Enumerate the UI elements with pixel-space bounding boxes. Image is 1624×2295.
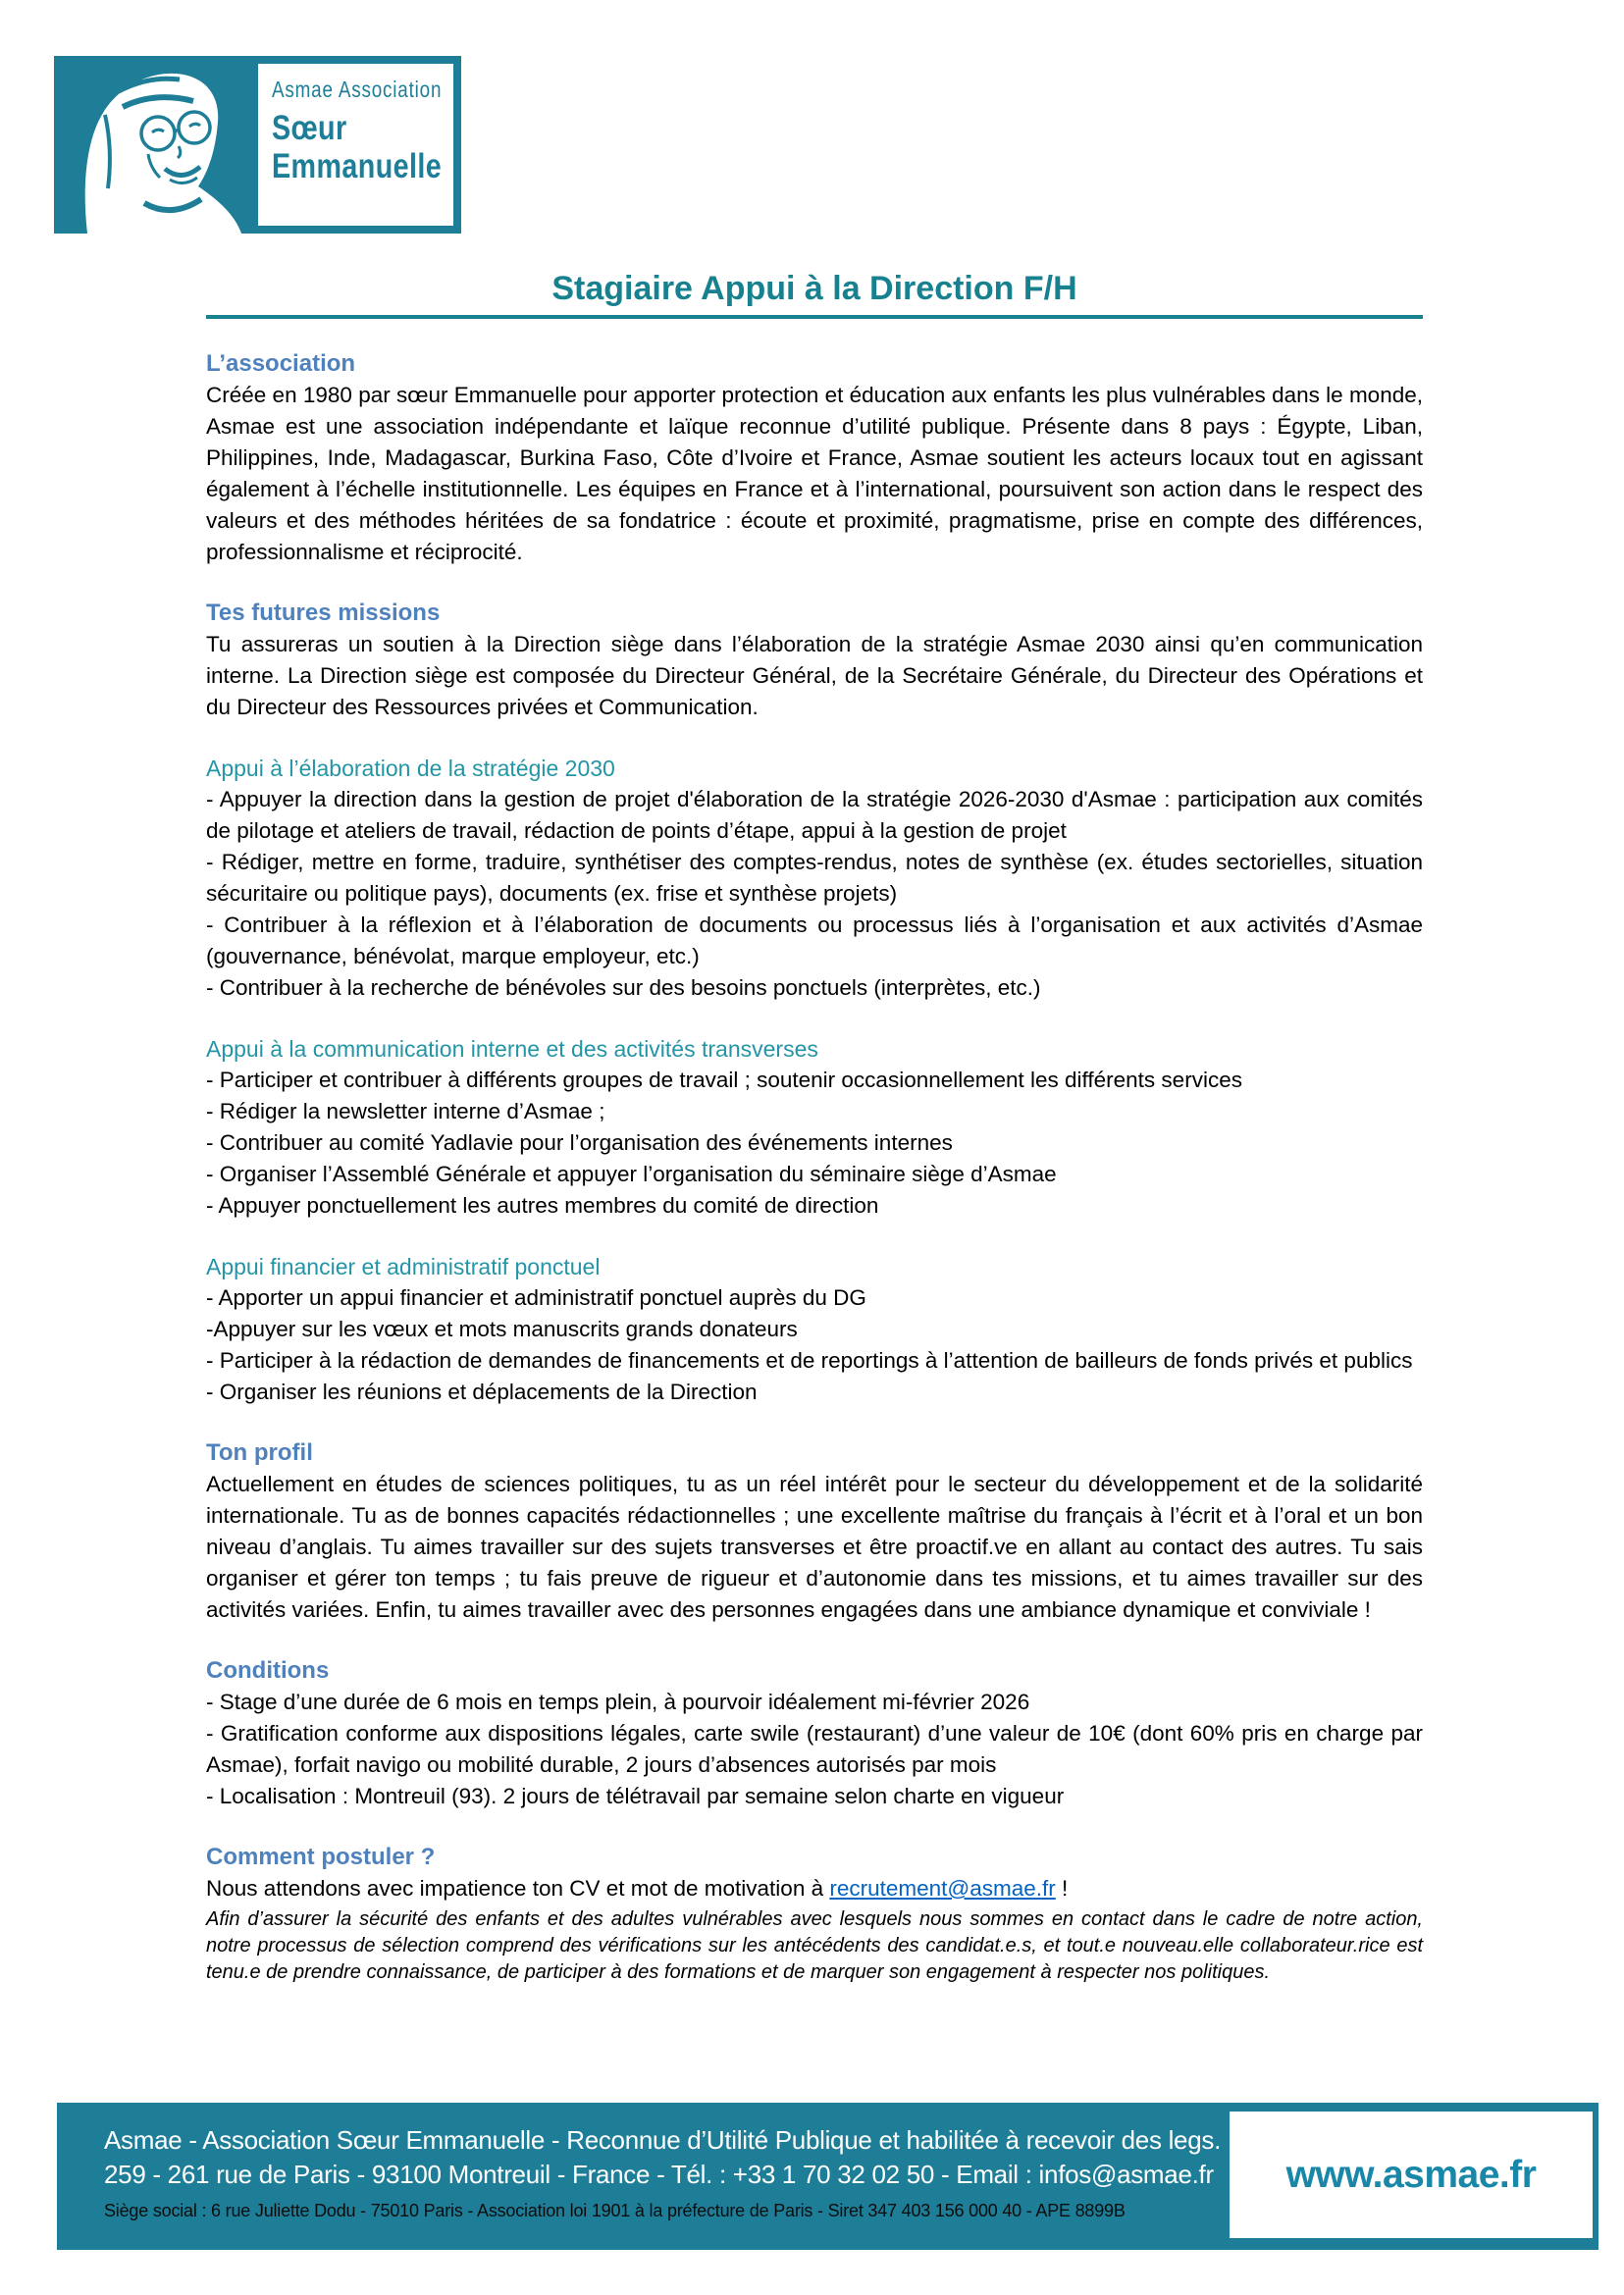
- bullet-line: - Contribuer à la recherche de bénévoles sur des besoins ponctuels (interprètes, etc.): [206, 975, 1041, 1000]
- section-heading-communication: Appui à la communication interne et des activités transverses: [206, 1036, 818, 1062]
- section-heading-strategie: Appui à l’élaboration de la stratégie 2030: [206, 756, 615, 781]
- logo-emmanuelle: Emmanuelle: [272, 147, 443, 185]
- bullet-line: - Participer à la rédaction de demandes de financements et de reportings à l’attention de bailleurs de fonds privés et publics: [206, 1348, 1413, 1373]
- document-content: [206, 267, 1423, 1986]
- apply-line-after: !: [1055, 1876, 1069, 1901]
- apply-line: [206, 1873, 1423, 1904]
- paragraph: Tu assureras un soutien à la Direction siège dans l’élaboration de la stratégie Asmae 2030 ainsi qu’en communication interne. La Direction siège est composée du Directeur Général, de la Secrétaire Générale, du Directeur des Opérations et du Directeur des Ressources privées et Communication.: [206, 632, 1423, 719]
- paragraph: Créée en 1980 par sœur Emmanuelle pour apporter protection et éducation aux enfants les plus vulnérables dans le monde, Asmae est une association indépendante et laïque reconnue d’utilité publique. Présente dans 8 pays : Égypte, Liban, Philippines, Inde, Madagascar, Burkina Faso, Côte d’Ivoire et France, Asmae soutient les acteurs locaux tout en agissant également à l’échelle institutionnelle. Les équipes en France et à l’international, poursuivent son action dans le respect des valeurs et des méthodes héritées de sa fondatrice : écoute et proximité, pragmatisme, prise en compte des différences, professionnalisme et réciprocité.: [206, 383, 1423, 564]
- bullet-line: - Gratification conforme aux dispositions légales, carte swile (restaurant) d’une valeur de 10€ (dont 60% pris en charge par Asmae), forfait navigo ou mobilité durable, 2 jours d’absences autorisés par mois: [206, 1721, 1423, 1777]
- title-rule: [206, 315, 1423, 319]
- section-heading-association: L’association: [206, 350, 356, 377]
- footer-line-2: 259 - 261 rue de Paris - 93100 Montreuil - France - Tél. : +33 1 70 32 02 50 - Email : infos@asmae.fr: [104, 2160, 1214, 2189]
- footer-website: www.asmae.fr: [1285, 2153, 1537, 2196]
- section-profil: [206, 1437, 1423, 1626]
- asmae-logo: [54, 56, 461, 234]
- bullet-line: - Contribuer à la réflexion et à l’élaboration de documents ou processus liés à l’organisation et aux activités d’Asmae (gouvernance, bénévolat, marque employeur, etc.): [206, 913, 1423, 968]
- bullet-line: -Appuyer sur les vœux et mots manuscrits grands donateurs: [206, 1317, 798, 1341]
- bullet-line: - Rédiger la newsletter interne d’Asmae ;: [206, 1099, 605, 1123]
- footer-line-3: Siège social : 6 rue Juliette Dodu - 75010 Paris - Association loi 1901 à la préfecture de Paris - Siret 347 403 156 000 40 - APE 8899B: [104, 2201, 1126, 2220]
- bullet-line: - Stage d’une durée de 6 mois en temps plein, à pourvoir idéalement mi-février 2026: [206, 1690, 1030, 1714]
- section-conditions: [206, 1655, 1423, 1812]
- footer-bar: [57, 2103, 1598, 2250]
- section-postuler: [206, 1842, 1423, 1986]
- bullet-line: - Localisation : Montreuil (93). 2 jours de télétravail par semaine selon charte en vigueur: [206, 1784, 1065, 1808]
- logo-association-name: Asmae Association: [272, 77, 443, 102]
- section-heading-profil: Ton profil: [206, 1439, 313, 1466]
- section-strategie-2030: [206, 753, 1423, 1004]
- section-heading-postuler: Comment postuler ?: [206, 1844, 436, 1870]
- section-missions: [206, 598, 1423, 723]
- section-association: [206, 348, 1423, 568]
- bullet-line: - Appuyer la direction dans la gestion de projet d'élaboration de la stratégie 2026-2030 d'Asmae : participation aux comités de pilotage et ateliers de travail, rédaction de points d’étape, appui à la gestion de projet: [206, 787, 1423, 843]
- page-title: Stagiaire Appui à la Direction F/H: [551, 270, 1077, 307]
- logo-text-box: [258, 64, 453, 226]
- bullet-line: - Contribuer au comité Yadlavie pour l’organisation des événements internes: [206, 1130, 953, 1155]
- section-heading-conditions: Conditions: [206, 1657, 330, 1684]
- section-heading-financier: Appui financier et administratif ponctuel: [206, 1254, 601, 1279]
- section-heading-missions: Tes futures missions: [206, 600, 441, 626]
- footer-website-box: [1230, 2112, 1593, 2238]
- bullet-line: - Participer et contribuer à différents groupes de travail ; soutenir occasionnellement les différents services: [206, 1068, 1242, 1092]
- bullet-line: - Apporter un appui financier et administratif ponctuel auprès du DG: [206, 1285, 866, 1310]
- section-financier: [206, 1251, 1423, 1408]
- bullet-line: - Organiser l’Assemblé Générale et appuyer l’organisation du séminaire siège d’Asmae: [206, 1162, 1057, 1186]
- recruitment-email-link[interactable]: recrutement@asmae.fr: [829, 1876, 1056, 1901]
- soeur-emmanuelle-portrait-icon: [54, 56, 258, 234]
- apply-line-before: Nous attendons avec impatience ton CV et mot de motivation à: [206, 1876, 830, 1901]
- bullet-line: - Organiser les réunions et déplacements de la Direction: [206, 1380, 758, 1404]
- bullet-line: - Rédiger, mettre en forme, traduire, synthétiser des comptes-rendus, notes de synthèse (ex. études sectorielles, situation sécuritaire ou politique pays), documents (ex. frise et synthèse projets): [206, 850, 1423, 906]
- logo-soeur: Sœur: [272, 109, 347, 147]
- footer-line-1: Asmae - Association Sœur Emmanuelle - Reconnue d’Utilité Publique et habilitée à recevoir des legs.: [104, 2125, 1221, 2155]
- bullet-line: - Appuyer ponctuellement les autres membres du comité de direction: [206, 1193, 879, 1218]
- section-communication: [206, 1033, 1423, 1222]
- paragraph: Actuellement en études de sciences politiques, tu as un réel intérêt pour le secteur du développement et de la solidarité internationale. Tu as de bonnes capacités rédactionnelles ; une excellente maîtrise du français à l’écrit et à l’oral et un bon niveau d’anglais. Tu aimes travailler sur des sujets transverses et être proactif.ve en allant au contact des autres. Tu sais organiser et gérer ton temps ; tu fais preuve de rigueur et d’autonomie dans tes missions, et tu aimes travailler sur des activités variées. Enfin, tu aimes travailler avec des personnes engagées dans une ambiance dynamique et conviviale !: [206, 1472, 1423, 1622]
- safeguarding-disclaimer: Afin d’assurer la sécurité des enfants et des adultes vulnérables avec lesquels nous sommes en contact dans le cadre de notre action, notre processus de sélection comprend des vérifications sur les antécédents des candidat.e.s, et tout.e nouveau.elle collaborateur.rice est tenu.e de prendre connaissance, de participer à des formations et de marquer son engagement à respecter nos politiques.: [206, 1908, 1423, 1983]
